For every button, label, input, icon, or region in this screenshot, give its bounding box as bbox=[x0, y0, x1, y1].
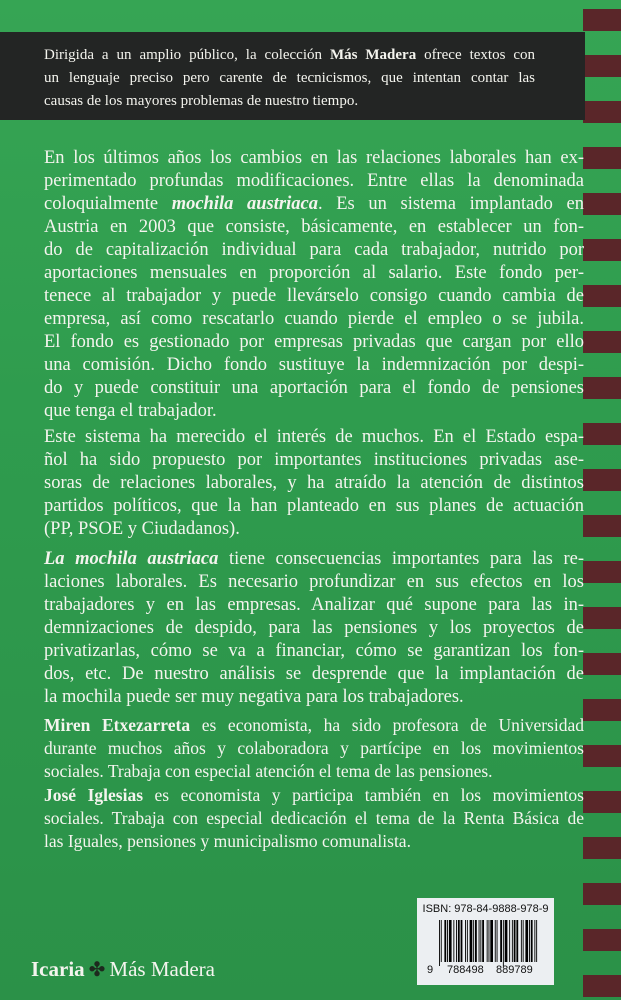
stripe bbox=[583, 285, 621, 307]
stripe bbox=[583, 331, 621, 353]
barcode-bar bbox=[456, 920, 457, 962]
barcode-bar bbox=[449, 920, 452, 962]
text-segment: Dirigida a un amplio público, la colección bbox=[44, 47, 330, 63]
barcode-bar bbox=[439, 920, 440, 966]
barcode-bar bbox=[500, 920, 502, 962]
barcode-group-2: 889789 bbox=[496, 964, 533, 976]
text-segment: Austria en 2003 que consiste, básicamente, en establecer un fon- bbox=[44, 217, 584, 237]
text-line bbox=[44, 548, 584, 571]
text-segment: empresa, así como rescatarlo cuando pierde el empleo o se jubila. bbox=[44, 309, 584, 329]
text-segment: (PP, PSOE y Ciudadanos). bbox=[44, 519, 240, 539]
text-segment: es economista, ha sido profesora de Universidad bbox=[190, 715, 584, 735]
barcode-bar bbox=[480, 920, 481, 962]
barcode-bar bbox=[458, 920, 460, 962]
stripe bbox=[583, 791, 621, 813]
text-line bbox=[44, 617, 584, 640]
stripe bbox=[583, 699, 621, 721]
barcode-bar bbox=[475, 920, 477, 962]
text-segment: partidos políticos, que la han planteado en sus planes de actuación bbox=[44, 496, 584, 516]
barcode-bar bbox=[467, 920, 468, 962]
text-line bbox=[44, 285, 584, 308]
barcode-bar bbox=[489, 920, 490, 962]
text-segment: sociales. Trabaja con especial dedicación el tema de la Renta Básica de bbox=[44, 808, 584, 828]
text-line bbox=[44, 216, 584, 239]
text-segment: causas de los mayores problemas de nuestro tiempo. bbox=[44, 93, 359, 109]
barcode-bar bbox=[441, 920, 442, 962]
collection-blurb-text bbox=[44, 44, 535, 113]
text-line bbox=[44, 472, 584, 495]
text-line bbox=[44, 495, 584, 518]
barcode-bar bbox=[453, 920, 454, 962]
barcode-bar bbox=[470, 920, 473, 962]
text-segment: ñol ha sido propuesto por importantes instituciones privadas ase- bbox=[44, 450, 584, 470]
text-segment: El fondo es gestionado por empresas privadas que cargan por ello bbox=[44, 332, 584, 352]
stripe bbox=[583, 975, 621, 997]
text-segment: tiene consecuencias importantes para las re- bbox=[218, 549, 584, 569]
text-line bbox=[44, 807, 584, 830]
collection-name: Más Madera bbox=[109, 957, 215, 981]
barcode-bar bbox=[512, 920, 513, 962]
barcode-bar bbox=[503, 920, 504, 966]
text-segment: La mochila austriaca bbox=[44, 549, 219, 569]
text-segment: trabajadores y en las empresas. Analizar qué supone para las in- bbox=[44, 595, 584, 615]
stripe bbox=[583, 147, 621, 169]
stripe bbox=[583, 515, 621, 537]
text-line bbox=[44, 594, 584, 617]
barcode-bar bbox=[509, 920, 510, 962]
barcode-bar bbox=[473, 920, 474, 962]
text-segment: Este sistema ha merecido el interés de muchos. En el Estado espa- bbox=[44, 427, 584, 447]
synopsis-paragraph-1 bbox=[44, 147, 584, 423]
barcode-bar bbox=[497, 920, 498, 962]
text-line bbox=[44, 262, 584, 285]
stripe bbox=[583, 423, 621, 445]
stripe bbox=[583, 607, 621, 629]
text-segment: José Iglesias bbox=[44, 785, 144, 805]
text-line bbox=[44, 830, 584, 853]
text-segment: es economista y participa también en los movimientos bbox=[143, 785, 584, 805]
text-segment: do y puede constituir una aportación para el fondo de pensiones bbox=[44, 378, 584, 398]
text-line bbox=[44, 147, 584, 170]
text-segment: que tenga el trabajador. bbox=[44, 401, 217, 421]
barcode-bar bbox=[523, 920, 524, 962]
text-segment: privatizarlas, cómo se va a financiar, cómo se garantizan los fon- bbox=[44, 641, 584, 661]
text-segment: tenece al trabajador y puede llevárselo consigo cuando cambia de bbox=[44, 286, 584, 306]
text-segment: aportaciones mensuales en proporción al salario. Este fondo per- bbox=[44, 263, 584, 283]
barcode bbox=[439, 920, 539, 966]
text-line bbox=[44, 760, 584, 783]
text-line bbox=[44, 714, 584, 737]
text-segment: durante muchos años y colaboradora y partícipe en los movimientos bbox=[44, 738, 584, 758]
text-line bbox=[44, 67, 535, 90]
text-segment: la mochila puede ser muy negativa para los trabajadores. bbox=[44, 687, 464, 707]
text-line bbox=[44, 400, 584, 423]
stripe bbox=[583, 561, 621, 583]
text-segment: sociales. Trabaja con especial atención el tema de las pensiones. bbox=[44, 761, 493, 781]
barcode-bar bbox=[444, 920, 446, 962]
text-segment: las Iguales, pensiones y municipalismo comunalista. bbox=[44, 831, 411, 851]
text-segment: un lenguaje preciso pero carente de tecnicismos, que intentan contar las bbox=[44, 70, 535, 86]
barcode-bar bbox=[534, 920, 535, 962]
text-segment: coloquialmente bbox=[44, 194, 172, 214]
text-segment: Más Madera bbox=[329, 47, 417, 63]
leaf-logo-icon: ✤ bbox=[88, 959, 106, 981]
text-line bbox=[44, 170, 584, 193]
text-line bbox=[44, 784, 584, 807]
collection-blurb-box bbox=[0, 32, 585, 120]
barcode-group-1: 788498 bbox=[447, 964, 484, 976]
stripe bbox=[583, 653, 621, 675]
barcode-bar bbox=[447, 920, 448, 962]
stripe bbox=[583, 929, 621, 951]
text-segment: demnizaciones de despido, para las pensiones y los proyectos de bbox=[44, 618, 584, 638]
stripe bbox=[583, 377, 621, 399]
text-line bbox=[44, 449, 584, 472]
text-line bbox=[44, 239, 584, 262]
text-line bbox=[44, 44, 535, 67]
text-segment: Miren Etxezarreta bbox=[44, 715, 191, 735]
text-segment: laciones laborales. Es necesario profundizar en sus efectos en los bbox=[44, 572, 584, 592]
text-segment: ofrece textos con bbox=[416, 47, 536, 63]
text-line bbox=[44, 663, 584, 686]
barcode-bar bbox=[521, 920, 522, 962]
barcode-bar bbox=[490, 920, 493, 962]
barcode-bar bbox=[529, 920, 530, 962]
author-bio-miren bbox=[44, 714, 584, 783]
stripe bbox=[583, 9, 621, 31]
barcode-bar bbox=[495, 920, 496, 962]
stripe bbox=[583, 101, 621, 123]
publisher-name: Icaria bbox=[31, 957, 85, 981]
text-line bbox=[44, 737, 584, 760]
stripe bbox=[583, 745, 621, 767]
barcode-bar bbox=[536, 920, 537, 962]
barcode-bar bbox=[516, 920, 518, 962]
publisher-footer bbox=[31, 957, 215, 982]
barcode-bar bbox=[487, 920, 488, 962]
barcode-bar bbox=[479, 920, 480, 962]
barcode-first-digit: 9 bbox=[427, 964, 434, 976]
text-segment: . Es un sistema implantado en bbox=[317, 194, 584, 214]
barcode-bar bbox=[465, 920, 466, 962]
text-segment: una comisión. Dicho fondo sustituye la indemnización por despi- bbox=[44, 355, 584, 375]
barcode-bar bbox=[514, 920, 516, 962]
text-line bbox=[44, 90, 535, 113]
isbn-barcode-label bbox=[417, 898, 554, 985]
text-line bbox=[44, 571, 584, 594]
text-line bbox=[44, 426, 584, 449]
barcode-bar bbox=[525, 920, 528, 962]
text-segment: dos, etc. De nuestro análisis se desprende que la implantación de bbox=[44, 664, 584, 684]
stripe bbox=[583, 193, 621, 215]
stripe bbox=[583, 883, 621, 905]
barcode-bar bbox=[482, 920, 484, 962]
stripe bbox=[583, 55, 621, 77]
synopsis-paragraph-3 bbox=[44, 548, 584, 709]
text-segment: mochila austriaca bbox=[171, 194, 318, 214]
text-segment: do de capitalización individual para cada trabajador, nutrido por bbox=[44, 240, 584, 260]
text-line bbox=[44, 308, 584, 331]
text-segment: En los últimos años los cambios en las relaciones laborales han ex- bbox=[44, 148, 584, 168]
barcode-bar bbox=[531, 920, 533, 962]
barcode-bar bbox=[505, 920, 508, 962]
isbn-text: ISBN: 978-84-9888-978-9 bbox=[422, 903, 549, 915]
text-line bbox=[44, 354, 584, 377]
author-bio-jose bbox=[44, 784, 584, 853]
stripe bbox=[583, 239, 621, 261]
stripe bbox=[583, 469, 621, 491]
synopsis-paragraph-2 bbox=[44, 426, 584, 541]
text-line bbox=[44, 518, 584, 541]
stripe bbox=[583, 837, 621, 859]
text-segment: perimentado profundas modificaciones. Entre ellas la denominada bbox=[44, 171, 584, 191]
barcode-bar bbox=[461, 920, 463, 962]
text-line bbox=[44, 377, 584, 400]
text-line bbox=[44, 640, 584, 663]
text-line bbox=[44, 193, 584, 216]
text-line bbox=[44, 686, 584, 709]
text-line bbox=[44, 331, 584, 354]
text-segment: soras de relaciones laborales, y ha atraído la atención de distintos bbox=[44, 473, 584, 493]
